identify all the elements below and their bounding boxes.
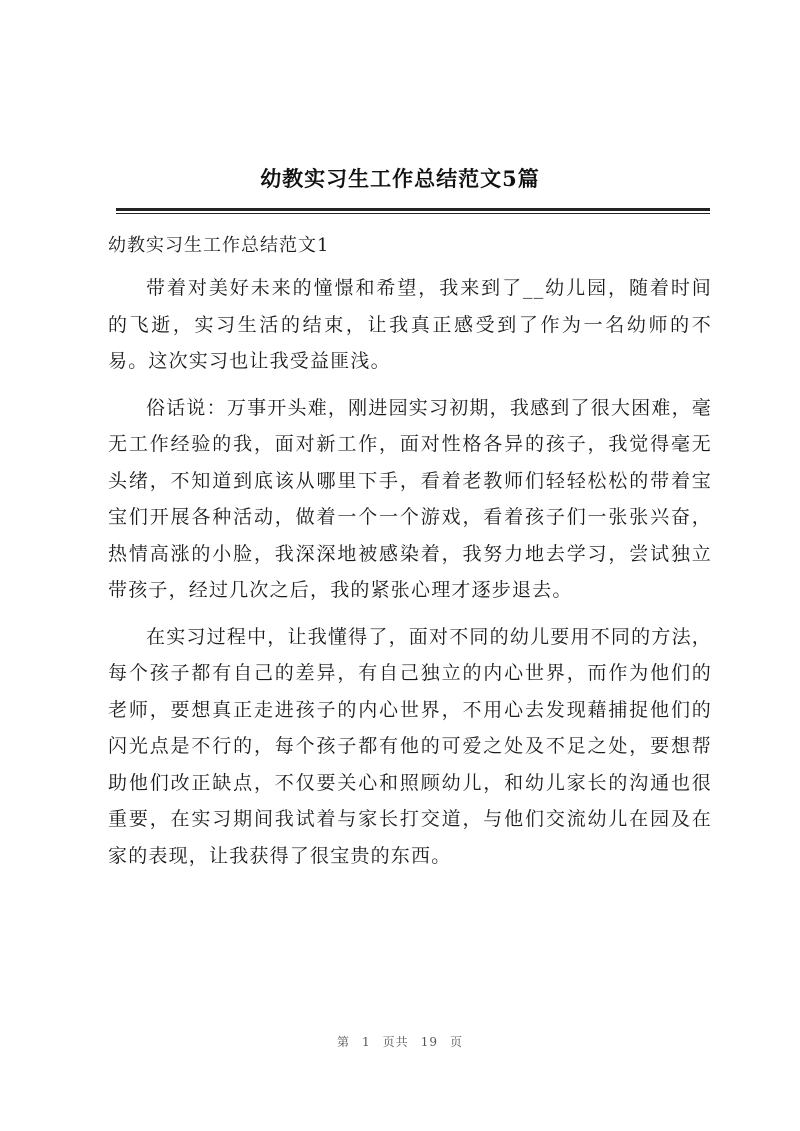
- footer-prefix: 第: [337, 1035, 351, 1049]
- footer-current-page: 1: [362, 1035, 371, 1049]
- title-divider-thin: [116, 213, 710, 214]
- title-divider-thick: [116, 208, 710, 211]
- footer-suffix: 页: [449, 1035, 463, 1049]
- footer-total-pages: 19: [420, 1035, 438, 1049]
- paragraph-3: 在实习过程中，让我懂得了，面对不同的幼儿要用不同的方法，每个孩子都有自己的差异，有自己独立的内心世界，而作为他们的老师，要想真正走进孩子的内心世界，不用心去发现藉捕捉他们的闪光点是不行的，每个孩子都有他的可爱之处及不足之处，要想帮助他们改正缺点，不仅要关心和照顾幼儿，和幼儿家长的沟通也很重要，在实习期间我试着与家长打交道，与他们交流幼儿在园及在家的表现，让我获得了很宝贵的东西。: [108, 625, 712, 867]
- paragraph-1: 带着对美好未来的憧憬和希望，我来到了__幼儿园，随着时间的飞逝，实习生活的结束，让我真正感受到了作为一名幼师的不易。这次实习也让我受益匪浅。: [108, 277, 712, 372]
- page-footer: [0, 1033, 800, 1050]
- footer-middle: 页共: [382, 1035, 409, 1049]
- document-body: [108, 230, 712, 874]
- paragraph-2: 俗话说：万事开头难，刚进园实习初期，我感到了很大困难，毫无工作经验的我，面对新工作，面对性格各异的孩子，我觉得毫无头绪，不知道到底该从哪里下手，看着老教师们轻轻松松的带着宝宝们开展各种活动，做着一个一个游戏，看着孩子们一张张兴奋，热情高涨的小脸，我深深地被感染着，我努力地去学习，尝试独立带孩子，经过几次之后，我的紧张心理才逐步退去。: [108, 396, 712, 601]
- section-heading: 幼教实习生工作总结范文1: [108, 235, 330, 256]
- document-title: 幼教实习生工作总结范文5篇: [260, 166, 540, 191]
